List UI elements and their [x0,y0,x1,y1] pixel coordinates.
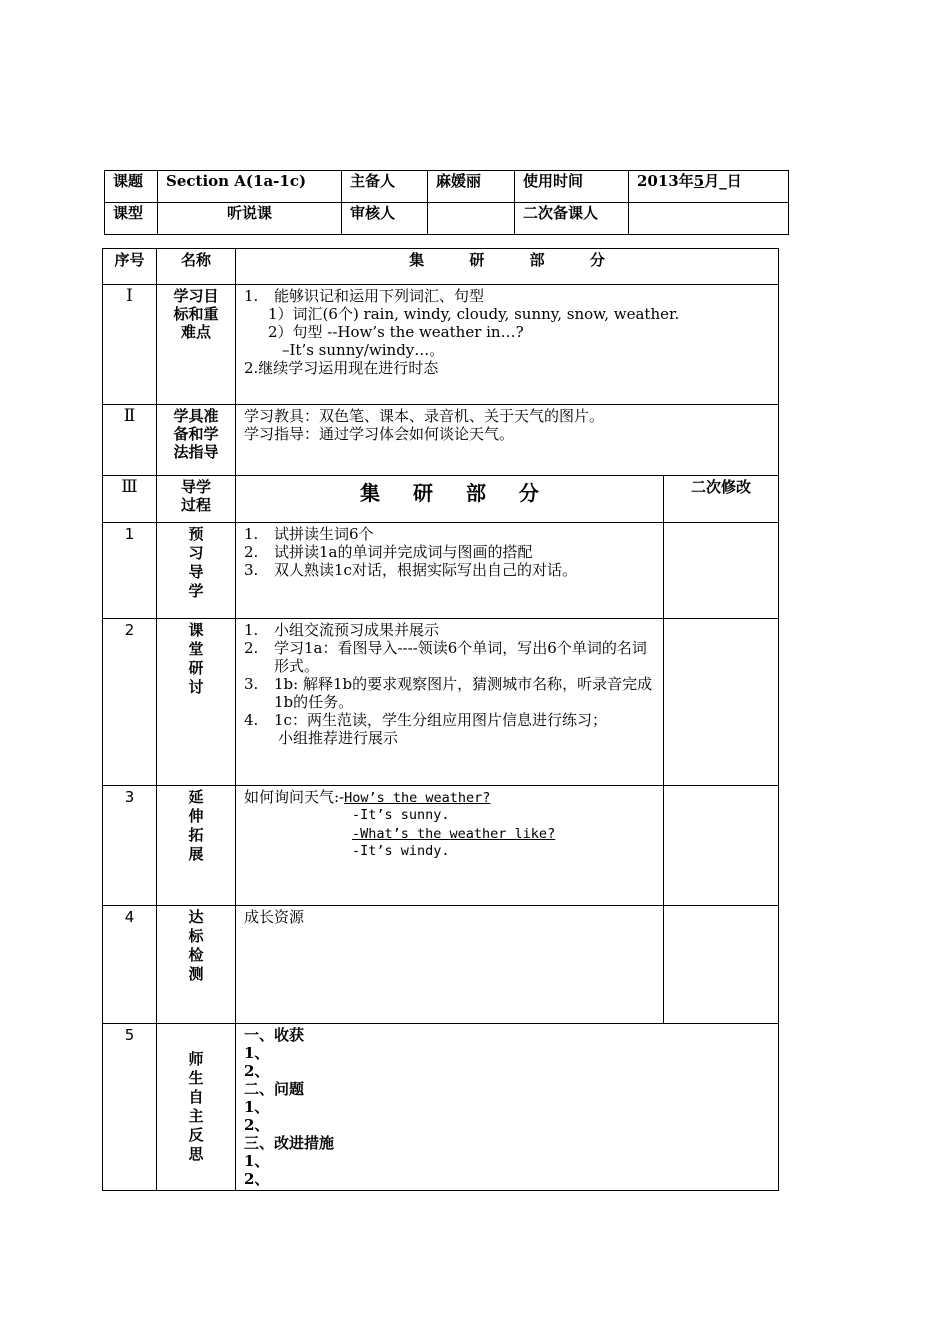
header-table [104,170,789,235]
reflect-gain-heading: 一、收获 [244,1026,305,1044]
reviewer-value [428,203,515,235]
row-name-tools: 学具准备和学法指导 [157,405,236,476]
step3-content [236,786,664,906]
weather-question-2: -What’s the weather like? [352,826,556,842]
date-label: 使用时间 [515,171,629,203]
topic-label: 课题 [105,171,158,203]
goals-content [236,285,779,405]
step-name-extend: 延 伸 拓 展 [157,786,236,906]
process-section-header: 集 研 部 分 [236,476,664,523]
row-num-1: Ⅰ [103,285,157,405]
weather-question-1: 如何询问天气:-How’s the weather? [244,788,491,806]
reflect-line: 1、 [244,1152,270,1170]
reflect-line: 2、 [244,1170,270,1188]
step-num-4: 4 [103,906,157,1024]
goal-pattern: 2）句型 --How’s the weather in…? [268,323,524,341]
tools-content [236,405,779,476]
second-preparer-label: 二次备课人 [515,203,629,235]
step-num-1: 1 [103,523,157,619]
goal-item-1: 1. 能够识记和运用下列词汇、句型 [244,287,485,305]
step1-item: 1. 试拼读生词6个 [244,525,374,543]
guide-text: 学习指导：通过学习体会如何谈论天气。 [244,425,515,443]
step2-content [236,619,664,786]
step2-item: 2. 学习1a：看图导入----领读6个单词，写出6个单词的名词形式。 [244,639,647,675]
step4-revise [664,906,779,1024]
main-table [102,248,779,1191]
row-num-2: Ⅱ [103,405,157,476]
preparer-label: 主备人 [342,171,428,203]
step2-item: 4. 1c：两生范读，学生分组应用图片信息进行练习； [244,711,607,729]
step5-content [236,1024,779,1191]
reflect-line: 2、 [244,1062,270,1080]
step3-revise [664,786,779,906]
weather-answer-1: -It’s sunny. [352,807,450,823]
second-preparer-value [629,203,789,235]
type-label: 课型 [105,203,158,235]
step-name-reflect: 师 生 自 主 反 思 [157,1024,236,1191]
goal-vocab: 1）词汇(6个) rain, windy, cloudy, sunny, snow, weather. [268,305,680,323]
goal-item-2: 2.继续学习运用现在进行时态 [244,359,439,377]
preparer-value: 麻媛丽 [428,171,515,203]
col-num-header: 序号 [103,249,157,285]
weather-answer-2: -It’s windy. [352,843,450,859]
reflect-improve-heading: 三、改进措施 [244,1134,335,1152]
step2-revise [664,619,779,786]
row-name-goals: 学习目标和重难点 [157,285,236,405]
reflect-problem-heading: 二、问题 [244,1080,305,1098]
tools-text: 学习教具：双色笔、课本、录音机、关于天气的图片。 [244,407,605,425]
step-num-3: 3 [103,786,157,906]
step1-content [236,523,664,619]
reviewer-label: 审核人 [342,203,428,235]
goal-pattern-answer: –It’s sunny/windy…。 [282,341,445,359]
reflect-line: 2、 [244,1116,270,1134]
step-name-preview: 预 习 导 学 [157,523,236,619]
revise-header: 二次修改 [664,476,779,523]
step-num-2: 2 [103,619,157,786]
reflect-line: 1、 [244,1044,270,1062]
col-name-header: 名称 [157,249,236,285]
step1-item: 2. 试拼读1a的单词并完成词与图画的搭配 [244,543,533,561]
step1-revise [664,523,779,619]
date-value: 2013年5月_日 [629,171,789,203]
col-section-header: 集 研 部 分 [236,249,779,285]
step-num-5: 5 [103,1024,157,1191]
step2-item: 1. 小组交流预习成果并展示 [244,621,440,639]
row-name-process: 导学过程 [157,476,236,523]
step2-item: 3. 1b: 解释1b的要求观察图片，猜测城市名称，听录音完成1b的任务。 [244,675,653,711]
reflect-line: 1、 [244,1098,270,1116]
step2-extra: 小组推荐进行展示 [278,729,399,747]
step-name-test: 达 标 检 测 [157,906,236,1024]
step-name-class: 课 堂 研 讨 [157,619,236,786]
type-value: 听说课 [158,203,342,235]
topic-value: Section A(1a-1c) [158,171,342,203]
step4-content: 成长资源 [236,906,664,1024]
row-num-3: Ⅲ [103,476,157,523]
step1-item: 3. 双人熟读1c对话，根据实际写出自己的对话。 [244,561,577,579]
